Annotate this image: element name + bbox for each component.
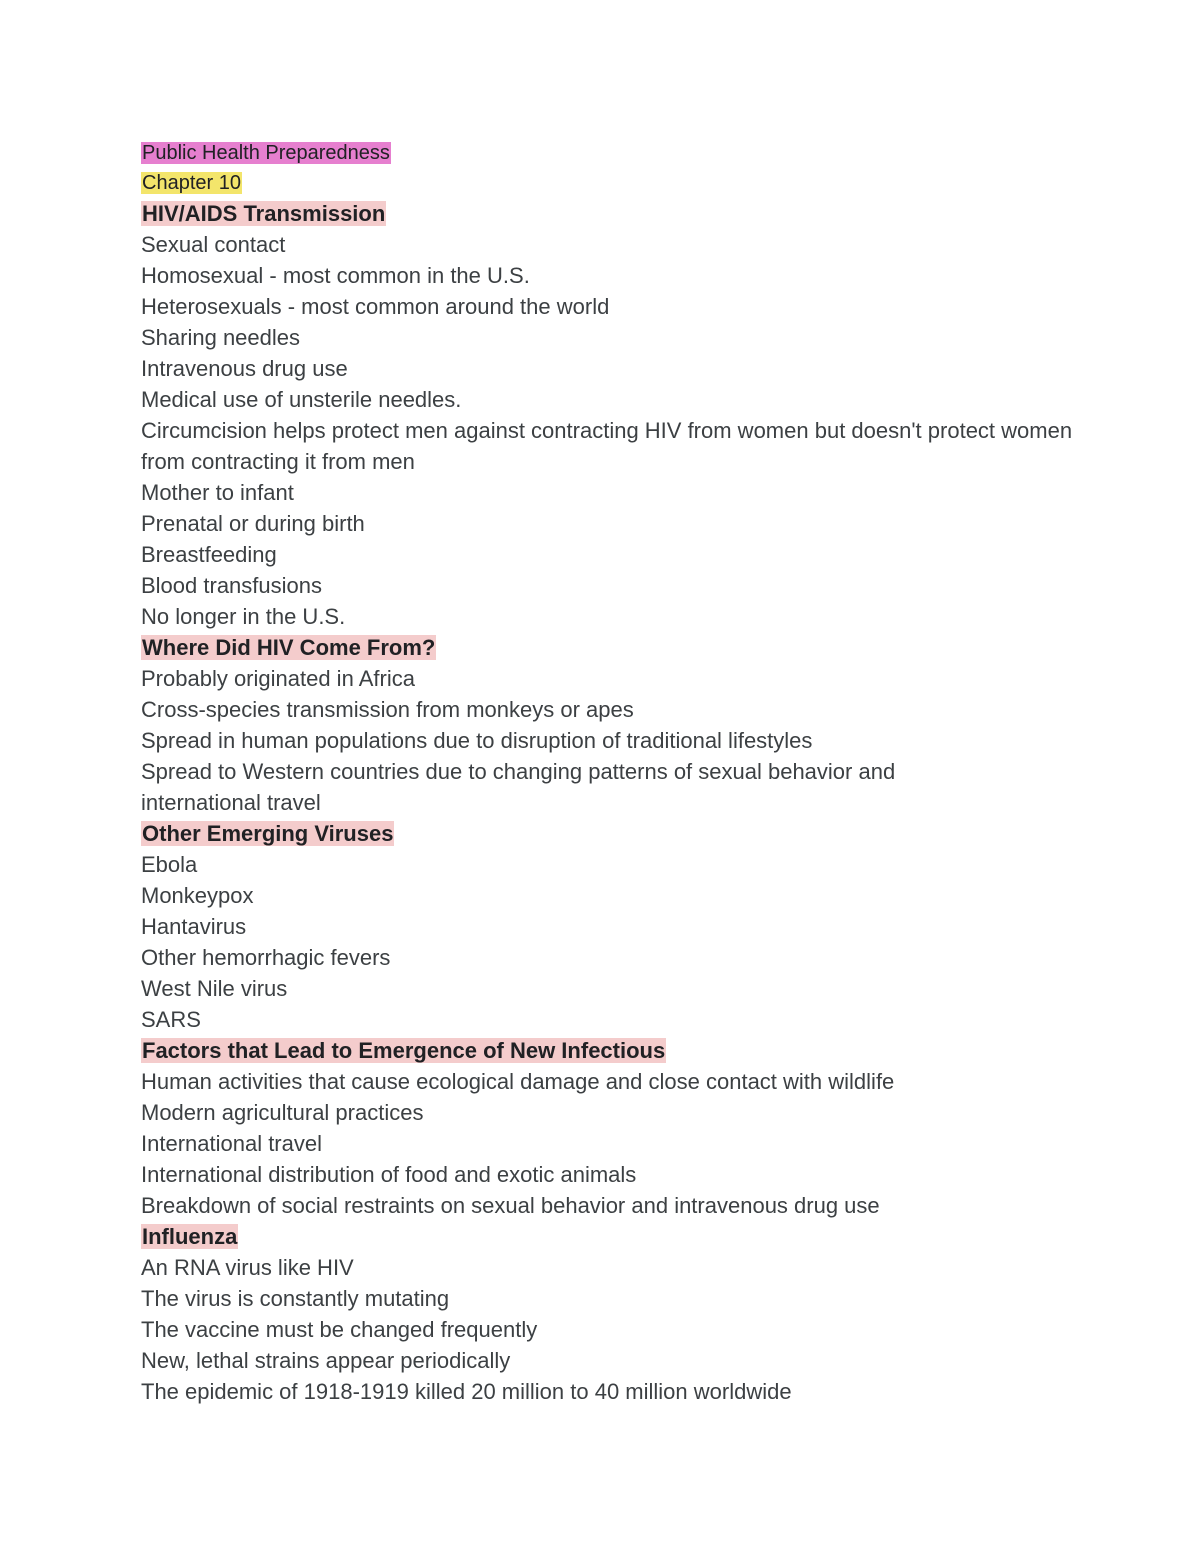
chapter-line [141,169,1081,199]
note-line: Prenatal or during birth [141,511,365,536]
note-line: Homosexual - most common in the U.S. [141,263,530,288]
note-line: West Nile virus [141,976,288,1001]
course-title: Public Health Preparedness [142,142,390,164]
section-heading-line [141,1035,1081,1066]
note-line: The virus is constantly mutating [141,1286,450,1311]
note-line: Spread in human populations due to disruption of traditional lifestyles [141,728,813,753]
note-line: Sharing needles [141,325,301,350]
note-line: Heterosexuals - most common around the world [141,294,610,319]
note-line: New, lethal strains appear periodically [141,1348,511,1373]
note-line: An RNA virus like HIV [141,1255,354,1280]
section-heading-line [141,818,1081,849]
note-line: Other hemorrhagic fevers [141,945,391,970]
course-title-line [141,139,1081,169]
note-line: Modern agricultural practices [141,1100,424,1125]
section-heading: Other Emerging Viruses [142,821,394,846]
section-heading-line [141,1221,1081,1252]
note-line: Sexual contact [141,232,286,257]
note-line: International travel [141,1131,322,1156]
note-line: Monkeypox [141,883,254,908]
note-line: The epidemic of 1918-1919 killed 20 million to 40 million worldwide [141,1379,792,1404]
note-line: Human activities that cause ecological damage and close contact with wildlife [141,1069,895,1094]
note-line: Hantavirus [141,914,247,939]
section-heading: Influenza [142,1224,238,1249]
note-line: No longer in the U.S. [141,604,346,629]
note-line: Mother to infant [141,480,294,505]
note-line: Breakdown of social restraints on sexual behavior and intravenous drug use [141,1193,880,1218]
section-heading: HIV/AIDS Transmission [142,201,386,226]
document-body [141,139,1081,1407]
note-line: Ebola [141,852,198,877]
note-line: Medical use of unsterile needles. [141,387,462,412]
chapter-label: Chapter 10 [142,171,241,194]
note-line: Breastfeeding [141,542,277,567]
section-heading-line [141,198,1081,229]
section-heading: Factors that Lead to Emergence of New Infectious [142,1038,666,1063]
section-heading: Where Did HIV Come From? [142,635,436,660]
note-line: Circumcision helps protect men against contracting HIV from women but doesn't protect women from contracting it from men [141,418,1073,474]
note-line: Intravenous drug use [141,356,348,381]
note-line: Cross-species transmission from monkeys or apes [141,697,634,722]
note-line: The vaccine must be changed frequently [141,1317,538,1342]
note-line: SARS [141,1007,201,1032]
section-heading-line [141,632,1081,663]
note-line: Blood transfusions [141,573,322,598]
note-line: Probably originated in Africa [141,666,415,691]
note-line: International distribution of food and exotic animals [141,1162,637,1187]
note-line: Spread to Western countries due to changing patterns of sexual behavior and international travel [141,759,896,815]
